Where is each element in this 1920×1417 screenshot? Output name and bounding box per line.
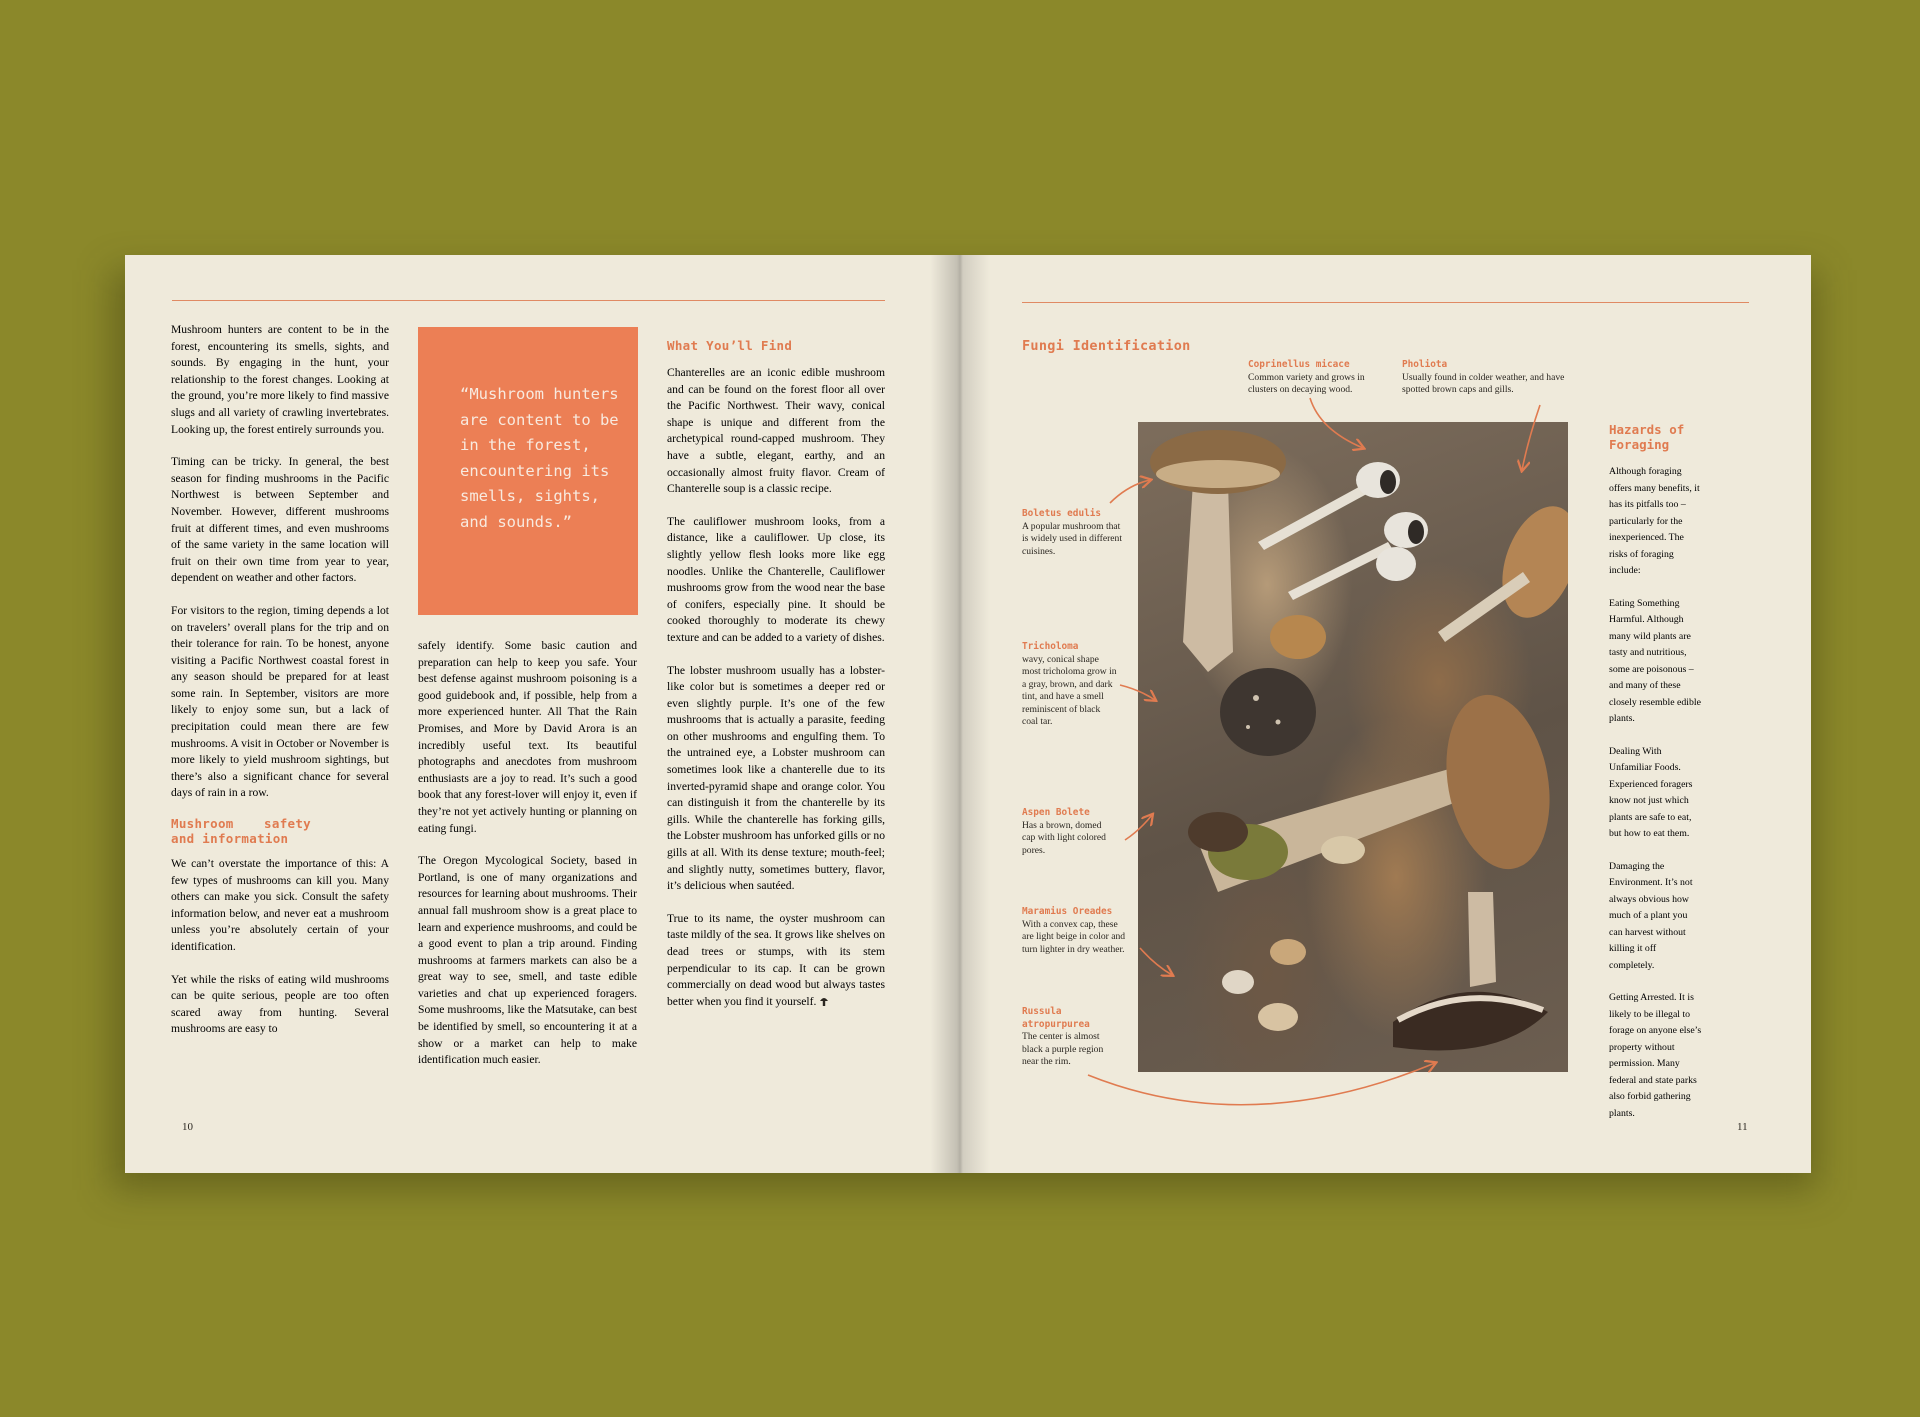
mushroom-end-icon xyxy=(819,996,829,1013)
hazards-sidebar xyxy=(1609,422,1702,1138)
page-number-right: 11 xyxy=(1737,1121,1748,1133)
fungi-identification-heading: Fungi Identification xyxy=(1022,338,1191,354)
body-paragraph: We can’t overstate the importance of this: A few types of mushrooms can kill you. Many others can make you sick. Consult the safety information below, and never eat a mushroom unless you’re absolutely certain of your identification. xyxy=(171,857,389,953)
body-paragraph: For visitors to the region, timing depends a lot on travelers’ overall plans for the trip and on their tolerance for rain. To be honest, anyone visiting a Pacific Northwest coastal forest in any season should be prepared for at least some rain. In September, visitors are more likely to enjoy some sun, but a lack of precipitation could mean there are few mushrooms. A visit in October or November is more likely to yield mushroom sightings, but there’s also a significant chance for several days of rain in a row. xyxy=(171,603,389,800)
body-paragraph: Mushroom hunters are content to be in the forest, encountering its smells, sights, and sounds. By engaging in the hunt, your relationship to the forest changes. Looking at the ground, you’re more likely to find massive slugs and all variety of crawling invertebrates. Looking up, the forest entirely surrounds you. xyxy=(171,323,389,436)
body-paragraph: The cauliflower mushroom looks, from a distance, like a cauliflower. Up close, its slightly yellow flesh looks more like egg noodles. Unlike the Chanterelle, Cauliflower mushrooms grow from the wood near the base of conifers, especially pine. It should be cooked thoroughly to moderate its chewy texture and can be added to a variety of dishes. xyxy=(667,514,885,644)
annotation-desc: Has a brown, domed cap with light colored pores. xyxy=(1022,819,1106,856)
body-paragraph: safely identify. Some basic caution and preparation can help to keep you safe. Your best defense against mushroom poisoning is a good guidebook and, if possible, help from a more experienced hunter. All That the Rain Promises, and More by David Arora is an incredibly useful text. Its beautiful photographs and anecdotes from mushroom enthusiasts are a joy to read. It’s such a good book that any forest-lover will enjoy it, even if they’re not yet actively hunting or planning on eating fungi. xyxy=(418,639,637,835)
annotation-name: Tricholoma xyxy=(1022,641,1079,652)
hazards-heading: Hazards of Foraging xyxy=(1609,422,1685,452)
annotation-desc: A popular mushroom that is widely used in different cuisines. xyxy=(1022,520,1123,557)
annotation-name: Russula atropurpurea xyxy=(1022,1006,1090,1030)
annotation-desc: wavy, conical shape most tricholoma grow in a gray, brown, and dark tint, and have a smell reminiscent of black coal tar. xyxy=(1022,653,1117,727)
hazards-paragraph: Eating Something Harmful. Although many wild plants are tasty and nutritious, some are poisonous – and many of these closely resemble edible plants. xyxy=(1609,597,1701,724)
annotation-boletus xyxy=(1022,508,1127,558)
body-paragraph: Yet while the risks of eating wild mushrooms can be quite serious, people are too often scared away from hunting. Several mushrooms are easy to xyxy=(171,972,389,1036)
annotation-desc: The center is almost black a purple region near the rim. xyxy=(1022,1031,1104,1067)
left-top-rule xyxy=(172,300,885,301)
left-column-3 xyxy=(667,338,885,1028)
annotation-name: Boletus edulis xyxy=(1022,508,1102,519)
book-gutter xyxy=(930,255,990,1173)
left-column-1 xyxy=(171,322,389,1054)
pull-quote-box xyxy=(418,327,638,615)
left-column-2 xyxy=(418,638,637,1085)
body-paragraph: The Oregon Mycological Society, based in Portland, is one of many organizations and resources for learning about mushrooms. Their annual fall mushroom show is a great place to learn and experience mushrooms, and could be a good event to plan a trip around. Finding mushrooms at farmers markets can also be a great way to see, smell, and taste edible varieties and chat up experienced foragers. Some mushrooms, like the Matsutake, can best be identified by smell, so encountering it at a show or a market can help to make identification much easier. xyxy=(418,854,637,1067)
body-paragraph: Timing can be tricky. In general, the best season for finding mushrooms in the Pacific Northwest is between September and November. However, different mushrooms fruit at different times, and even mushrooms of the same variety in the same location will fruit on their own time from year to year, dependent on weather and other factors. xyxy=(171,455,389,585)
annotation-desc: With a convex cap, these are light beige in color and turn lighter in dry weather. xyxy=(1022,918,1126,955)
body-paragraph: The lobster mushroom usually has a lobster-like color but is sometimes a deeper red or even slightly purple. It’s one of the few mushrooms that is actually a parasite, feeding on other mushrooms and engulfing them. To the untrained eye, a Lobster mushroom can sometimes look like a chanterelle due to its inverted-pyramid shape and orange color. You can distinguish it from the chanterelle by its gills. While the chanterelle has forking gills, the Lobster mushroom has unforked gills or no gills at all. With its dense texture; mouth-feel; and slightly nutty, sometimes buttery, flavor, it’s delicious when sautéed. xyxy=(667,663,885,893)
annotation-desc: Usually found in colder weather, and have spotted brown caps and gills. xyxy=(1402,371,1565,395)
mushroom-illustration xyxy=(1138,422,1568,1072)
hazards-paragraph: Although foraging offers many benefits, it has its pitfalls too – particularly for the inexperienced. The risks of foraging include: xyxy=(1609,466,1700,576)
what-youll-find-heading: What You’ll Find xyxy=(667,338,793,353)
annotation-name: Coprinellus micace xyxy=(1248,359,1350,370)
hazards-paragraph: Dealing With Unfamiliar Foods. Experienced foragers know not just which plants are safe to eat, but how to eat them. xyxy=(1609,745,1693,839)
hazards-paragraph: Damaging the Environment. It’s not always obvious how much of a plant you can harvest without killing it off completely. xyxy=(1609,860,1693,971)
page-number-left: 10 xyxy=(182,1121,193,1133)
annotation-name: Pholiota xyxy=(1402,359,1448,370)
pull-quote-text: “Mushroom hunters are content to be in the forest, encountering its smells, sights, and sounds.” xyxy=(460,385,619,531)
annotation-name: Maramius Oreades xyxy=(1022,906,1113,917)
hazards-paragraph: Getting Arrested. It is likely to be illegal to forage on anyone else’s property without permission. Many federal and state parks also forbid gathering plants. xyxy=(1609,992,1702,1119)
annotation-pholiota xyxy=(1402,359,1587,397)
safety-heading: Mushroom safety and information xyxy=(171,816,311,847)
annotation-desc: Common variety and grows in clusters on decaying wood. xyxy=(1248,371,1365,395)
mushroom-photograph xyxy=(1138,422,1568,1072)
right-top-rule xyxy=(1022,302,1749,303)
body-paragraph-with-icon xyxy=(667,911,885,1013)
annotation-russula xyxy=(1022,1006,1117,1069)
annotation-coprinellus xyxy=(1248,359,1388,397)
body-paragraph: Chanterelles are an iconic edible mushroom and can be found on the forest floor all over the Pacific Northwest. Their wavy, conical shape is unique and different from the archetypical round-capped mushroom. They have a subtle, elegant, earthy, and an occasionally almost fruity flavor. Cream of Chanterelle soup is a classic recipe. xyxy=(667,366,885,496)
annotation-name: Aspen Bolete xyxy=(1022,807,1090,818)
body-paragraph: True to its name, the oyster mushroom can taste mildly of the sea. It grows like shelves on dead trees or stumps, with its stem perpendicular to its cap. It can be grown commercially on dead wood but always tastes better when you find it yourself. xyxy=(667,911,885,1008)
annotation-aspen-bolete xyxy=(1022,807,1117,857)
annotation-maramius xyxy=(1022,906,1127,956)
annotation-tricholoma xyxy=(1022,641,1117,729)
